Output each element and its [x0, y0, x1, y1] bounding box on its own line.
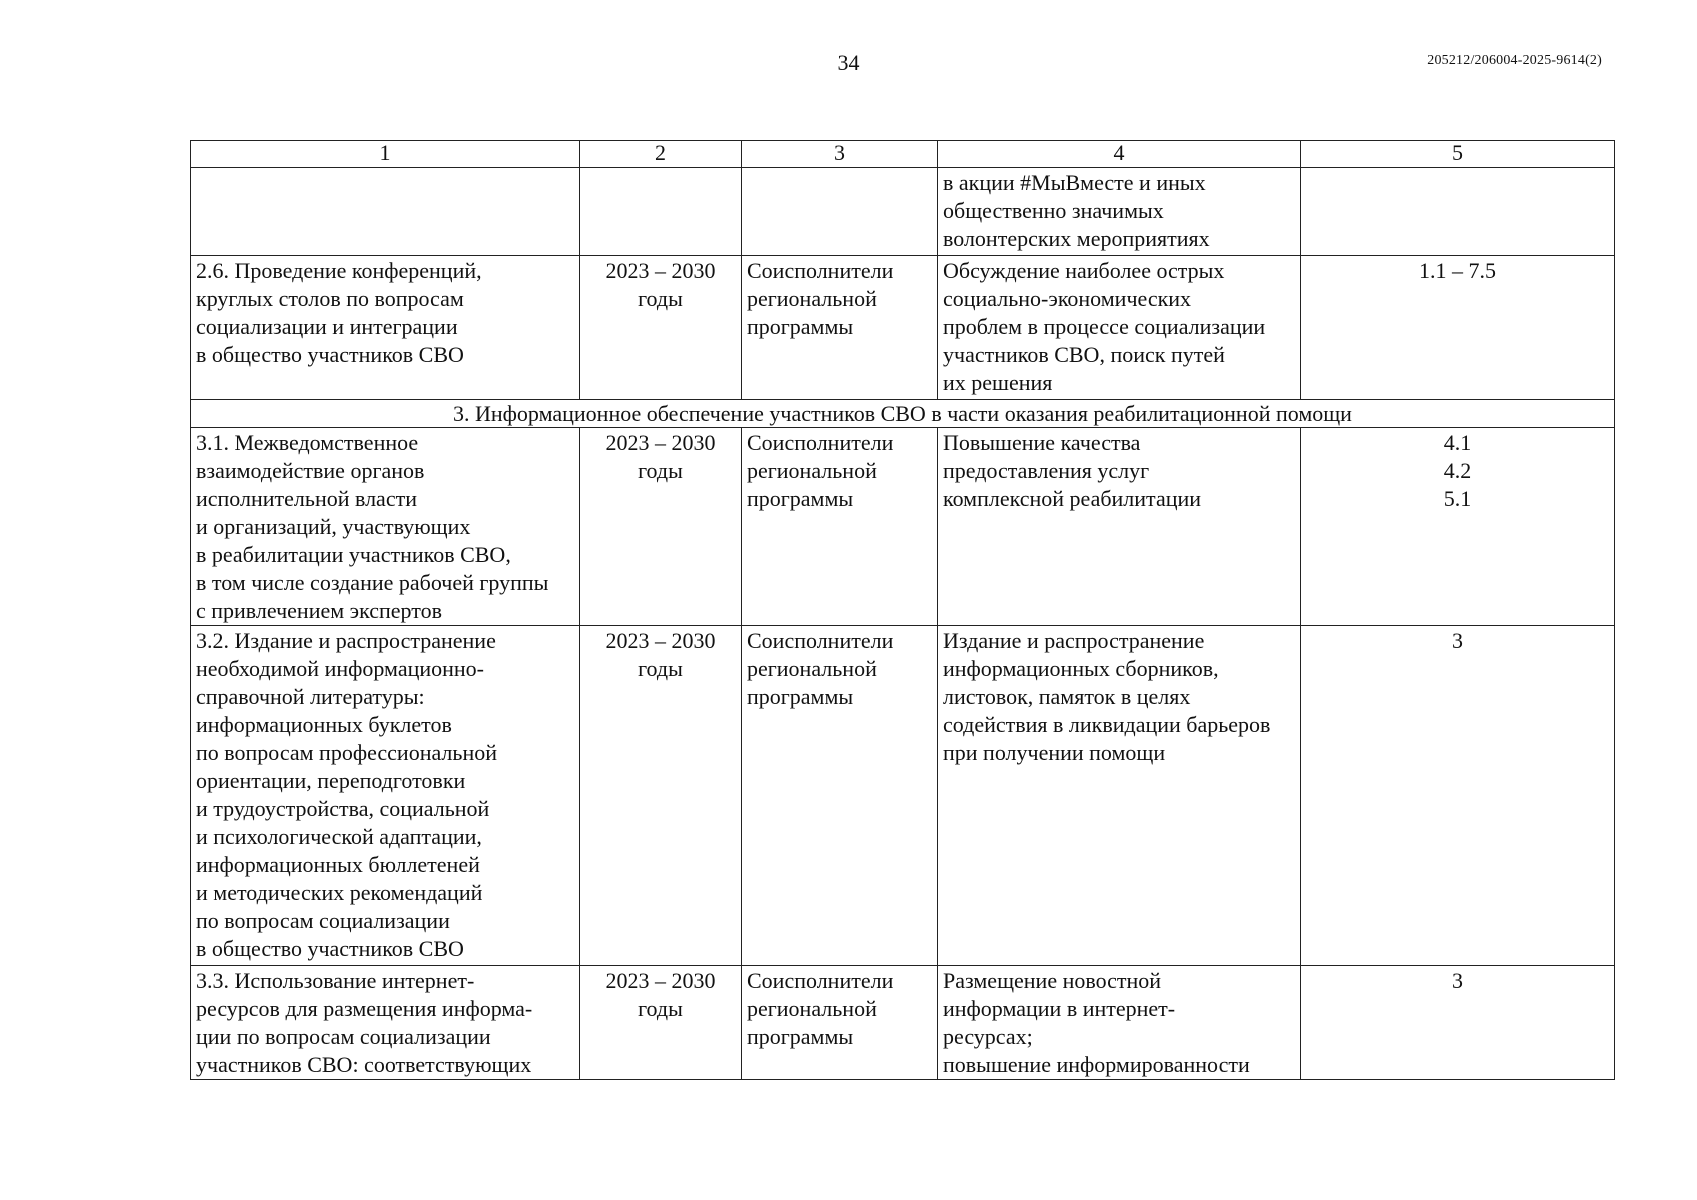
- cell-line: 2023 – 2030: [605, 258, 716, 283]
- cell-line: по вопросам социализации: [196, 908, 450, 933]
- period-cell: [580, 428, 742, 626]
- indicators-cell: [1301, 256, 1615, 400]
- measures-table: [190, 140, 1615, 1080]
- cell-line: участников СВО, поиск путей: [943, 342, 1225, 367]
- cell-line: 1.1 – 7.5: [1419, 258, 1496, 283]
- result-cell: [938, 168, 1301, 256]
- cell-line: 3: [1452, 968, 1463, 993]
- cell-line: и организаций, участвующих: [196, 514, 471, 539]
- cell-line: 3: [1452, 628, 1463, 653]
- cell-line: в акции #МыВместе и иных: [943, 170, 1206, 195]
- column-number: 4: [938, 141, 1301, 168]
- cell-line: проблем в процессе социализации: [943, 314, 1266, 339]
- cell-line: 3.3. Использование интернет-: [196, 968, 475, 993]
- measure-cell: [191, 428, 580, 626]
- cell-line: региональной: [747, 458, 877, 483]
- cell-line: годы: [638, 656, 683, 681]
- cell-line: программы: [747, 684, 854, 709]
- cell-line: Соисполнители: [747, 968, 894, 993]
- cell-line: региональной: [747, 996, 877, 1021]
- indicators-cell: [1301, 168, 1615, 256]
- cell-line: социально-экономических: [943, 286, 1192, 311]
- cell-line: повышение информированности: [943, 1052, 1250, 1077]
- executor-cell: [742, 256, 938, 400]
- cell-line: 2023 – 2030: [605, 628, 716, 653]
- cell-line: исполнительной власти: [196, 486, 417, 511]
- column-number: 3: [742, 141, 938, 168]
- cell-line: Соисполнители: [747, 430, 894, 455]
- cell-line: 3.2. Издание и распространение: [196, 628, 496, 653]
- indicators-cell: [1301, 428, 1615, 626]
- cell-line: информации в интернет-: [943, 996, 1176, 1021]
- period-cell: [580, 966, 742, 1080]
- cell-line: комплексной реабилитации: [943, 486, 1202, 511]
- cell-line: участников СВО: соответствующих: [196, 1052, 532, 1077]
- cell-line: в том числе создание рабочей группы: [196, 570, 549, 595]
- cell-line: региональной: [747, 656, 877, 681]
- cell-line: волонтерских мероприятиях: [943, 226, 1210, 251]
- cell-line: 5.1: [1443, 486, 1472, 511]
- cell-line: Соисполнители: [747, 628, 894, 653]
- column-number: 5: [1301, 141, 1615, 168]
- cell-line: 2.6. Проведение конференций,: [196, 258, 482, 283]
- executor-cell: [742, 168, 938, 256]
- cell-line: региональной: [747, 286, 877, 311]
- cell-line: 4.1: [1443, 430, 1472, 455]
- document-id: 205212/206004-2025-9614(2): [1427, 53, 1602, 68]
- cell-line: годы: [638, 458, 683, 483]
- cell-line: взаимодействие органов: [196, 458, 425, 483]
- period-cell: [580, 256, 742, 400]
- measure-cell: [191, 966, 580, 1080]
- cell-line: социализации и интеграции: [196, 314, 458, 339]
- cell-line: листовок, памяток в целях: [943, 684, 1191, 709]
- cell-line: годы: [638, 996, 683, 1021]
- result-cell: [938, 626, 1301, 966]
- indicators-cell: [1301, 626, 1615, 966]
- cell-line: ресурсов для размещения информа-: [196, 996, 533, 1021]
- cell-line: ресурсах;: [943, 1024, 1033, 1049]
- result-cell: [938, 256, 1301, 400]
- cell-line: содействия в ликвидации барьеров: [943, 712, 1271, 737]
- cell-line: 2023 – 2030: [605, 968, 716, 993]
- cell-line: и психологической адаптации,: [196, 824, 482, 849]
- column-number: 1: [191, 141, 580, 168]
- cell-line: Размещение новостной: [943, 968, 1162, 993]
- cell-line: 3.1. Межведомственное: [196, 430, 419, 455]
- cell-line: предоставления услуг: [943, 458, 1150, 483]
- cell-line: 2023 – 2030: [605, 430, 716, 455]
- table-row-3-1: [191, 428, 1615, 626]
- measure-cell: [191, 626, 580, 966]
- cell-line: в общество участников СВО: [196, 342, 464, 367]
- executor-cell: [742, 428, 938, 626]
- cell-line: по вопросам профессиональной: [196, 740, 497, 765]
- cell-line: программы: [747, 1024, 854, 1049]
- cell-line: в реабилитации участников СВО,: [196, 542, 511, 567]
- cell-line: при получении помощи: [943, 740, 1166, 765]
- cell-line: справочной литературы:: [196, 684, 425, 709]
- executor-cell: [742, 626, 938, 966]
- cell-line: с привлечением экспертов: [196, 598, 442, 623]
- cell-line: их решения: [943, 370, 1053, 395]
- cell-line: годы: [638, 286, 683, 311]
- cell-line: общественно значимых: [943, 198, 1164, 223]
- measure-cell: [191, 256, 580, 400]
- cell-line: программы: [747, 314, 854, 339]
- cell-line: Издание и распространение: [943, 628, 1205, 653]
- cell-line: информационных сборников,: [943, 656, 1219, 681]
- measure-cell: [191, 168, 580, 256]
- page-number: 34: [837, 50, 860, 75]
- column-number: 2: [580, 141, 742, 168]
- cell-line: информационных бюллетеней: [196, 852, 480, 877]
- column-number-row: [191, 141, 1615, 168]
- executor-cell: [742, 966, 938, 1080]
- table-row-2-6: [191, 256, 1615, 400]
- cell-line: информационных буклетов: [196, 712, 452, 737]
- indicators-cell: [1301, 966, 1615, 1080]
- cell-line: 4.2: [1443, 458, 1472, 483]
- cell-line: Повышение качества: [943, 430, 1141, 455]
- cell-line: ции по вопросам социализации: [196, 1024, 491, 1049]
- table-row-3-3: [191, 966, 1615, 1080]
- cell-line: и методических рекомендаций: [196, 880, 483, 905]
- section-title: 3. Информационное обеспечение участников СВО в части оказания реабилитационной помощи: [191, 400, 1615, 428]
- section-header-row: [191, 400, 1615, 428]
- cell-line: и трудоустройства, социальной: [196, 796, 490, 821]
- result-cell: [938, 428, 1301, 626]
- cell-line: Соисполнители: [747, 258, 894, 283]
- period-cell: [580, 626, 742, 966]
- table-row-continuation: [191, 168, 1615, 256]
- cell-line: необходимой информационно-: [196, 656, 485, 681]
- period-cell: [580, 168, 742, 256]
- table-row-3-2: [191, 626, 1615, 966]
- cell-line: круглых столов по вопросам: [196, 286, 464, 311]
- cell-line: программы: [747, 486, 854, 511]
- result-cell: [938, 966, 1301, 1080]
- cell-line: ориентации, переподготовки: [196, 768, 466, 793]
- cell-line: Обсуждение наиболее острых: [943, 258, 1225, 283]
- cell-line: в общество участников СВО: [196, 936, 464, 961]
